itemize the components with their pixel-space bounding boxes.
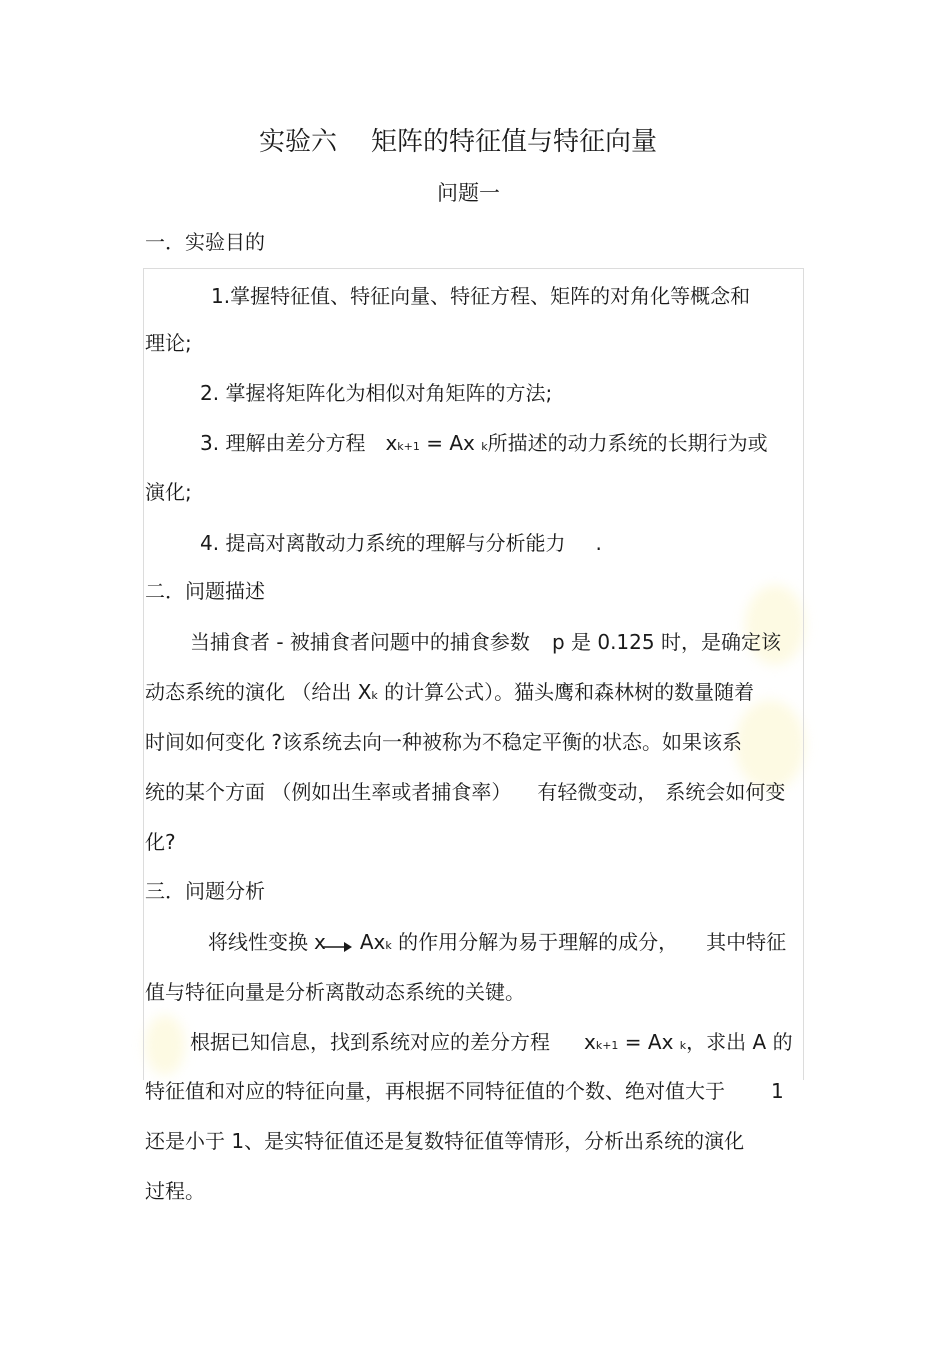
equation-x: x [314,930,326,954]
equation-subscript: k [679,1039,687,1052]
objective-item-3-line1 [200,430,768,460]
objective-item-1-line1: 1.掌握特征值、特征向量、特征方程、矩阵的对角化等概念和 [211,284,751,308]
description-text: 有轻微变动， [537,780,658,804]
analysis-text: 的作用分解为易于理解的成分， [391,930,679,954]
analysis-text: 根据已知信息，找到系统对应的差分方程 [190,1030,550,1054]
analysis-p1-line1 [208,929,786,959]
title-part2: 矩阵的特征值与特征向量 [371,127,658,157]
equation-rhs: = Ax [419,431,482,455]
objective-item-2: 2. 掌握将矩阵化为相似对角矩阵的方法; [200,381,553,405]
section1-heading: 一．实验目的 [145,230,265,254]
equation-subscript: k+1 [595,1039,619,1052]
analysis-text: 其中特征 [706,930,787,954]
equation-subscript: k [385,939,392,952]
description-text: 当捕食者 - 被捕食者问题中的捕食参数 [190,630,530,654]
analysis-p2-line2 [145,1078,784,1104]
objective-item-4-period: . [595,531,602,555]
equation-subscript: k [371,689,378,702]
objective-item-3-line2: 演化; [145,480,192,504]
description-line-2 [145,679,754,709]
page-subtitle: 问题一 [437,181,500,205]
analysis-p1-line2: 值与特征向量是分析离散动态系统的关键。 [145,980,525,1004]
equation-x: x [584,1030,596,1054]
maps-to-arrow-icon [322,941,352,953]
analysis-text: 特征值和对应的特征向量，再根据不同特征值的个数、绝对值大于 [145,1079,725,1103]
analysis-p2-line3: 还是小于 1、是实特征值还是复数特征值等情形，分析出系统的演化 [145,1129,745,1153]
objective-item-1-line2: 理论; [145,331,192,355]
description-line-1 [190,629,781,655]
description-text: 动态系统的演化 （给出 [145,680,358,704]
objective-item-3-text: 3. 理解由差分方程 [200,431,366,455]
equation-ax: Ax [359,930,386,954]
description-line-4 [145,779,785,805]
analysis-p2-line1 [190,1029,793,1059]
page-title [259,126,657,158]
equation-subscript: k+1 [397,440,420,453]
description-text: p 是 0.125 时，是确定该 [551,630,781,654]
equation-x: x [385,431,398,455]
description-line-5: 化? [145,830,176,854]
description-text: 统的某个方面 （例如出生率或者捕食率） [145,780,512,804]
analysis-text: ，求出 A 的 [686,1030,793,1054]
objective-item-4-text: 4. 提高对离散动力系统的理解与分析能力 [200,531,566,555]
objective-item-4 [200,530,602,556]
analysis-text: 1 [771,1079,784,1103]
equation-subscript: k [481,440,488,453]
section3-heading: 三．问题分析 [145,879,265,903]
equation-x: X [357,680,372,704]
objective-item-3-suffix: 所描述的动力系统的长期行为或 [487,431,768,455]
description-text: 系统会如何变 [665,780,786,804]
analysis-p2-line4: 过程。 [145,1179,205,1203]
description-text: 的计算公式）。猫头鹰和森林树的数量随着 [377,680,755,704]
analysis-text: 将线性变换 [208,930,308,954]
title-part1: 实验六 [259,127,338,157]
description-line-3: 时间如何变化 ?该系统去向一种被称为不稳定平衡的状态。如果该系 [145,730,742,754]
equation-rhs: = Ax [618,1030,680,1054]
section2-heading: 二．问题描述 [145,579,265,603]
